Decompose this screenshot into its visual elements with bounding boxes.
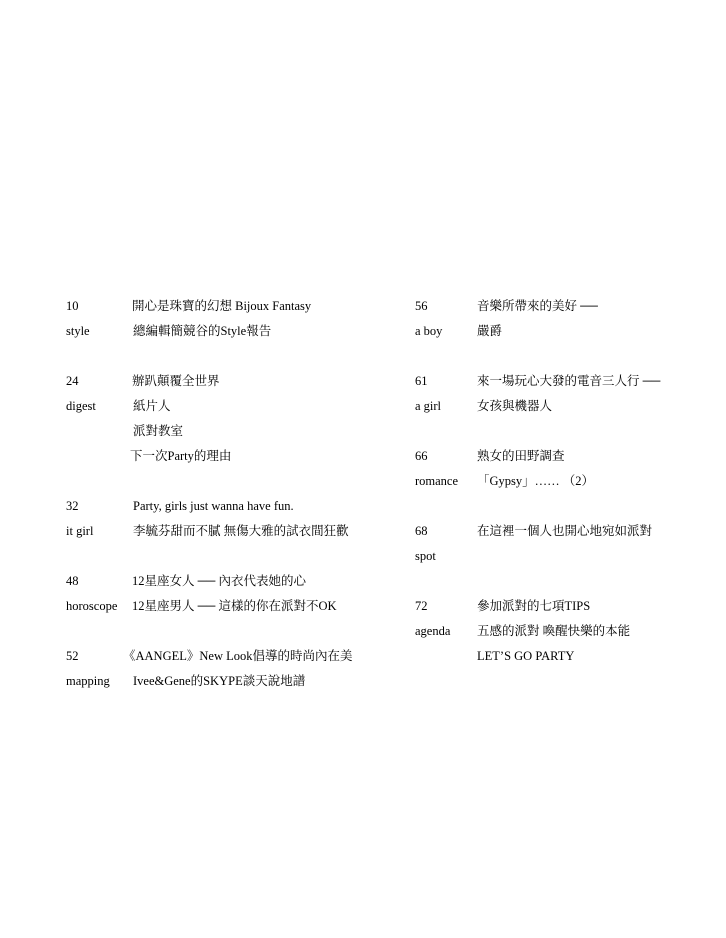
toc-entry-agenda[interactable] bbox=[415, 596, 695, 621]
article-title: 李毓芬甜而不膩 無傷大雅的試衣間狂歡 bbox=[133, 524, 349, 538]
toc-entry-horoscope-2[interactable] bbox=[66, 596, 376, 621]
article-title: 派對教室 bbox=[133, 424, 184, 438]
toc-entry-spot-2[interactable] bbox=[415, 546, 695, 571]
toc-entry-a-boy[interactable] bbox=[415, 296, 695, 321]
article-title: 五感的派對 喚醒快樂的本能 bbox=[477, 624, 631, 638]
article-title: 音樂所帶來的美好 ── bbox=[477, 299, 598, 313]
section-label: it girl bbox=[66, 524, 94, 538]
section-label: agenda bbox=[415, 624, 451, 638]
toc-entry-agenda-2[interactable] bbox=[415, 621, 695, 646]
article-title: 「Gypsy」…… （2） bbox=[477, 474, 595, 488]
article-title: 辦趴顛覆全世界 bbox=[132, 374, 220, 388]
toc-entry-a-girl-2[interactable] bbox=[415, 396, 695, 421]
page-number: 66 bbox=[415, 449, 428, 463]
toc-entry-digest-3[interactable] bbox=[66, 421, 376, 446]
page-number: 24 bbox=[66, 374, 79, 388]
article-title: 總編輯簡競谷的Style報告 bbox=[133, 324, 272, 338]
section-label: style bbox=[66, 324, 90, 338]
toc-entry-style-2[interactable] bbox=[66, 321, 376, 346]
toc-entry-horoscope[interactable] bbox=[66, 571, 376, 596]
article-title: 12星座女人 ── 內衣代表她的心 bbox=[132, 574, 306, 588]
article-title: 來一場玩心大發的電音三人行 ── bbox=[477, 374, 661, 388]
section-label: mapping bbox=[66, 674, 110, 688]
toc-entry-a-girl[interactable] bbox=[415, 371, 695, 396]
page-number: 68 bbox=[415, 524, 428, 538]
section-label: horoscope bbox=[66, 599, 118, 613]
article-title: 女孩與機器人 bbox=[477, 399, 553, 413]
toc-entry-mapping[interactable] bbox=[66, 646, 376, 671]
article-title: 參加派對的七項TIPS bbox=[477, 599, 591, 613]
toc-left-column bbox=[66, 296, 376, 696]
toc-entry-a-boy-2[interactable] bbox=[415, 321, 695, 346]
article-title: 紙片人 bbox=[133, 399, 171, 413]
toc-entry-digest[interactable] bbox=[66, 371, 376, 396]
page-number: 48 bbox=[66, 574, 79, 588]
toc-entry-spot[interactable] bbox=[415, 521, 695, 546]
article-title: 下一次Party的理由 bbox=[130, 449, 232, 463]
toc-entry-it-girl-2[interactable] bbox=[66, 521, 376, 546]
toc-entry-digest-2[interactable] bbox=[66, 396, 376, 421]
section-label: a girl bbox=[415, 399, 442, 413]
toc-entry-romance-2[interactable] bbox=[415, 471, 695, 496]
toc-entry-style[interactable] bbox=[66, 296, 376, 321]
page-number: 61 bbox=[415, 374, 428, 388]
article-title: Ivee&Gene的SKYPE談天說地譜 bbox=[133, 674, 306, 688]
page-number: 10 bbox=[66, 299, 79, 313]
article-title: 熟女的田野調查 bbox=[477, 449, 565, 463]
section-label: digest bbox=[66, 399, 96, 413]
toc-right-column bbox=[415, 296, 695, 671]
article-title: 在這裡一個人也開心地宛如派對 bbox=[477, 524, 653, 538]
toc-entry-agenda-3[interactable] bbox=[415, 646, 695, 671]
article-title: Party, girls just wanna have fun. bbox=[133, 499, 294, 513]
toc-entry-it-girl[interactable] bbox=[66, 496, 376, 521]
section-label: spot bbox=[415, 549, 436, 563]
section-label: a boy bbox=[415, 324, 443, 338]
section-label: romance bbox=[415, 474, 459, 488]
page-number: 56 bbox=[415, 299, 428, 313]
article-title: LET’S GO PARTY bbox=[477, 649, 575, 663]
page-number: 52 bbox=[66, 649, 79, 663]
article-title: 12星座男人 ── 這樣的你在派對不OK bbox=[132, 599, 337, 613]
article-title: 《AANGEL》New Look倡導的時尚內在美 bbox=[123, 649, 353, 663]
article-title: 開心是珠寶的幻想 Bijoux Fantasy bbox=[132, 299, 312, 313]
page-number: 32 bbox=[66, 499, 79, 513]
toc-entry-mapping-2[interactable] bbox=[66, 671, 376, 696]
toc-entry-digest-4[interactable] bbox=[66, 446, 376, 471]
page-number: 72 bbox=[415, 599, 428, 613]
toc-entry-romance[interactable] bbox=[415, 446, 695, 471]
article-title: 嚴爵 bbox=[477, 324, 503, 338]
